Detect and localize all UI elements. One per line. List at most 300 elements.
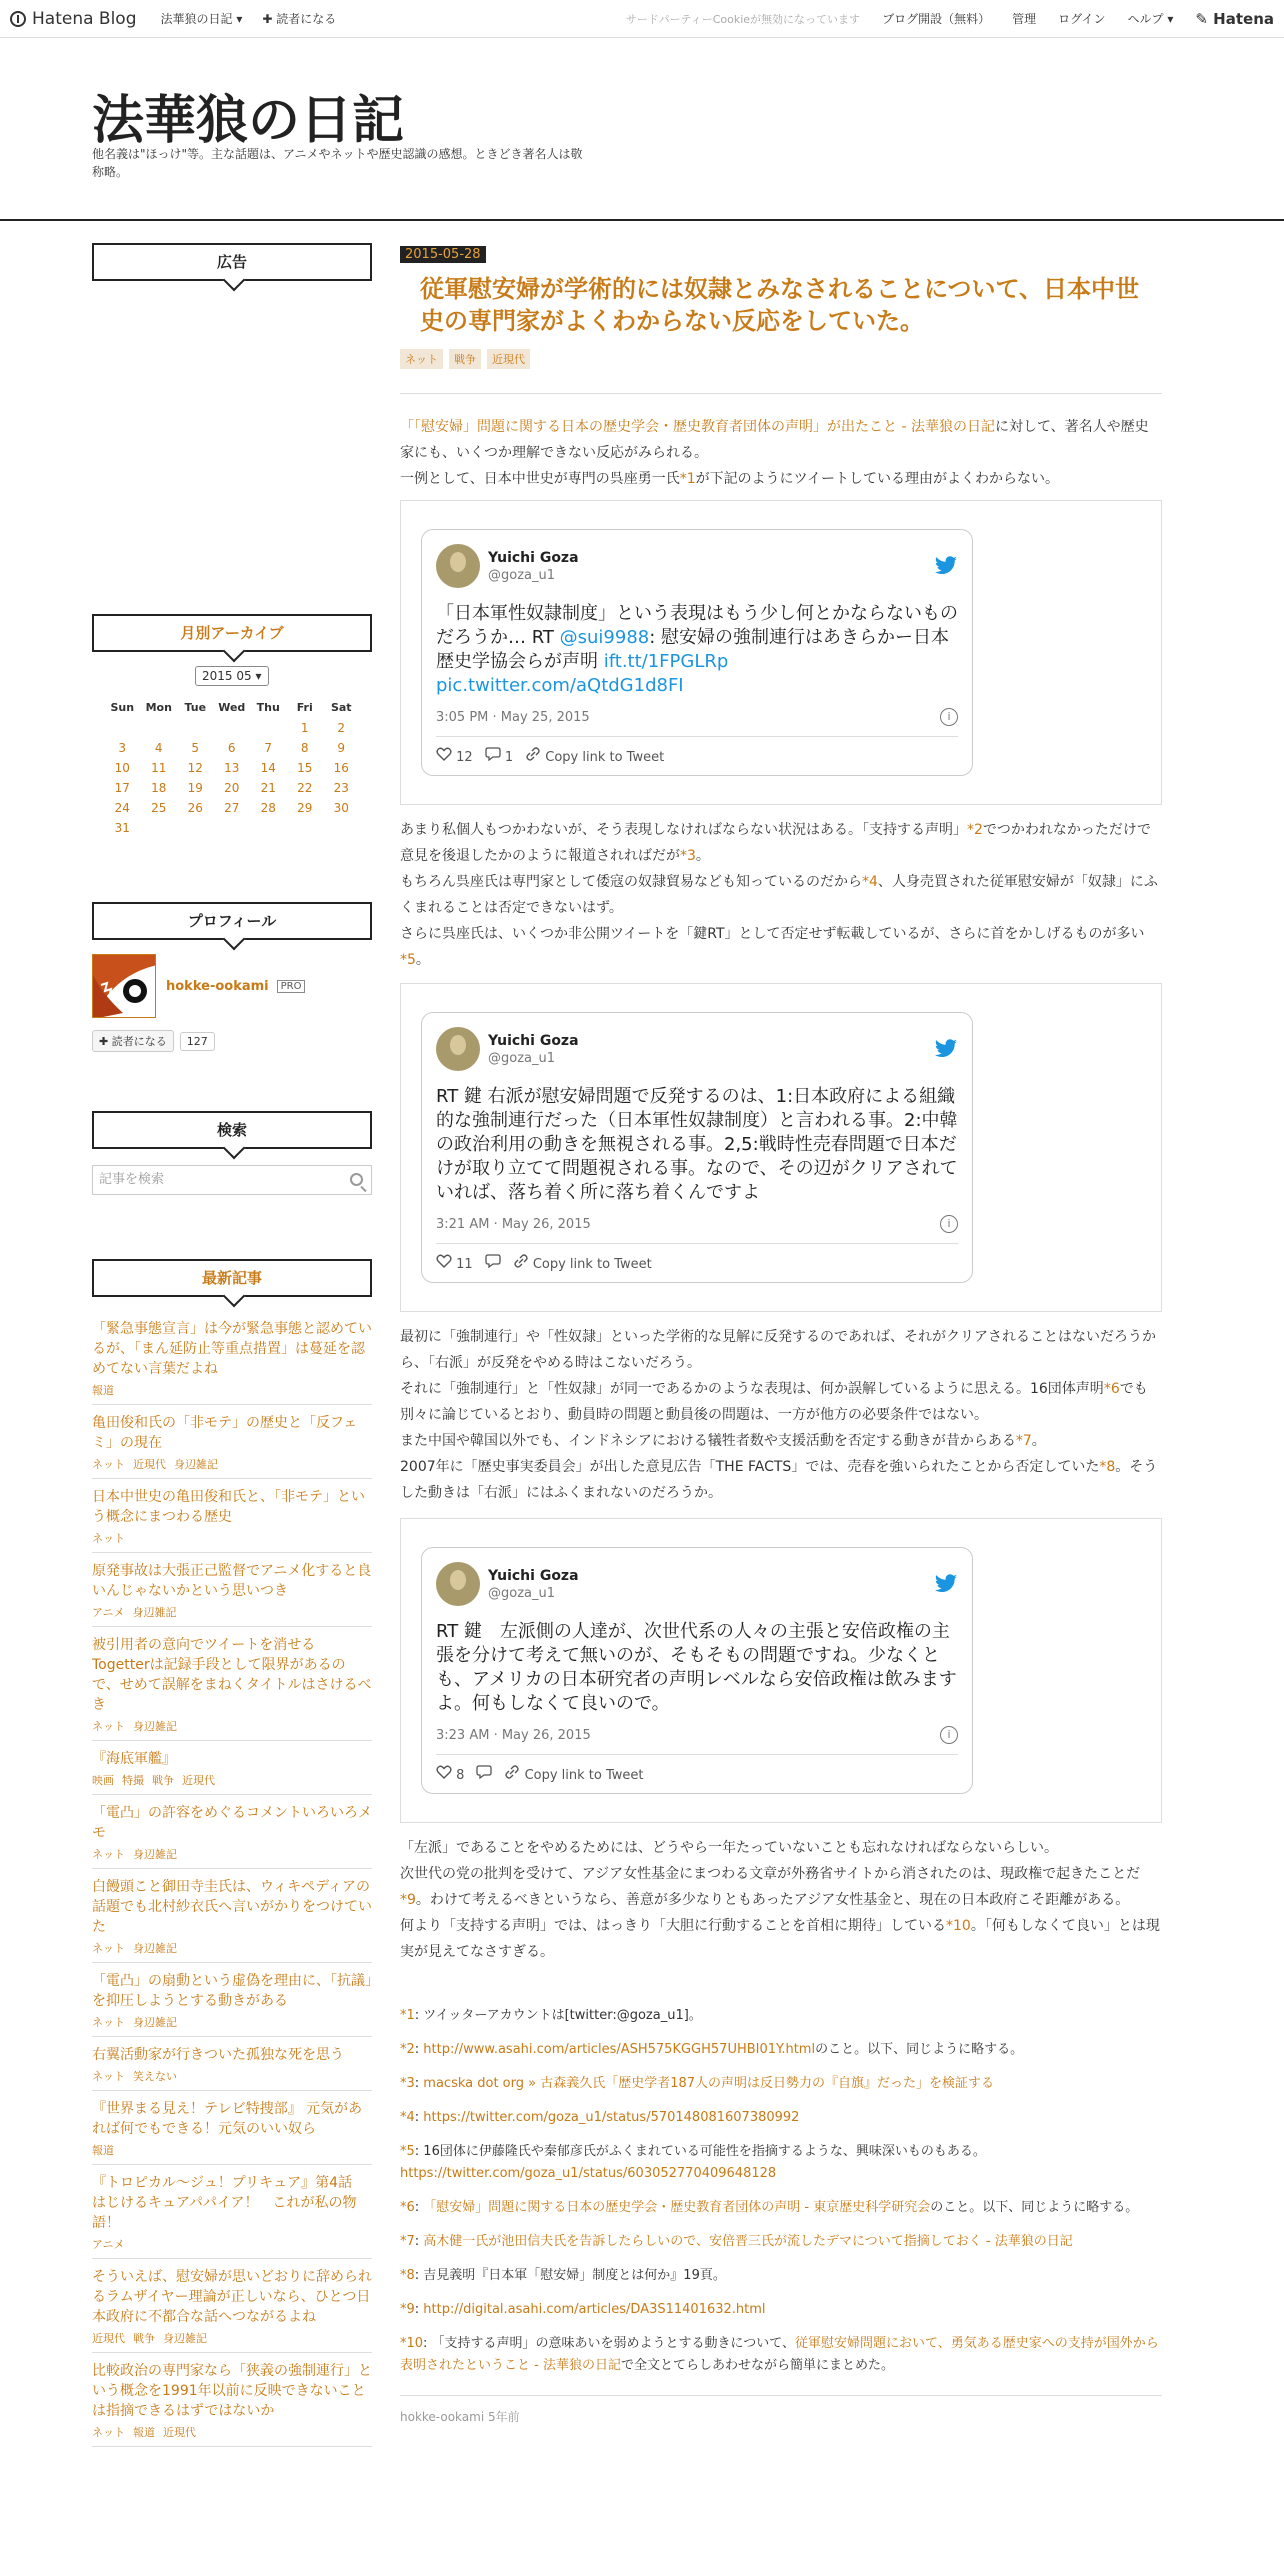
tweet-avatar[interactable] [436, 1562, 480, 1606]
calendar-empty [214, 818, 251, 838]
tweet-text [436, 1620, 958, 1716]
info-icon[interactable]: i [940, 1215, 958, 1233]
calendar-empty [287, 818, 324, 838]
weekday-label: Mon [145, 701, 172, 714]
pro-badge: PRO [277, 980, 306, 993]
footnote [400, 2073, 1162, 2095]
link-icon [504, 1765, 520, 1779]
category-link[interactable]: ネット [92, 1942, 125, 1955]
category-link[interactable]: ネット [92, 2070, 125, 2083]
paragraph-line [400, 1454, 1162, 1506]
category-link[interactable]: 近現代 [182, 1774, 215, 1787]
tweet-timestamp[interactable]: 3:21 AM · May 26, 2015 [436, 1216, 591, 1232]
tweet-embed-container [400, 500, 1162, 805]
tweet-text [436, 1085, 958, 1205]
tweet-author-handle[interactable]: @goza_u1 [488, 1050, 556, 1066]
footnote-text: : ツイッターアカウントは[twitter:@goza_u1]。 [414, 2008, 702, 2023]
paragraph-line [400, 1324, 1162, 1376]
footnote-text: : 「支持する声明」の意味あいを弱めようとする動きについて、 [423, 2336, 796, 2351]
calendar-day[interactable]: 30 [333, 801, 349, 815]
calendar-day[interactable]: 26 [187, 801, 203, 815]
paragraph-text: さらに呉座氏は、いくつか非公開ツイートを「鍵RT」として否定せず転載しているが、さらに首をかしげるものが多い [400, 926, 1145, 942]
paragraph-line [400, 1835, 1162, 1861]
footnote-ref[interactable]: *4 [862, 874, 878, 890]
tweet-link[interactable]: ift.tt/1FPGLRp [603, 651, 729, 672]
calendar-day[interactable]: 4 [154, 741, 163, 755]
copy-link-label: Copy link to Tweet [532, 1257, 652, 1272]
calendar-day[interactable]: 21 [260, 781, 276, 795]
like-action[interactable] [436, 747, 473, 765]
footnote-ref[interactable]: *5 [400, 952, 416, 968]
category-link[interactable]: 報道 [92, 1384, 114, 1397]
footnote-ref[interactable]: *2 [967, 822, 983, 838]
recent-entry-categories [92, 1718, 372, 1734]
recent-entry-title[interactable]: 『世界まる見え！テレビ特捜部』 元気があれば何でもできる！元気のいい奴ら [92, 2101, 363, 2137]
archive-module [92, 614, 372, 838]
calendar-day[interactable]: 10 [114, 761, 130, 775]
recent-entry-title[interactable]: 日本中世史の亀田俊和氏と、「非モテ」という概念にまつわる歴史 [92, 1489, 365, 1525]
paragraph-text: 。 [695, 848, 710, 864]
footnote-link[interactable]: 「慰安婦」問題に関する日本の歴史学会・歴史教育者団体の声明 - 東京歴史科学研究会 [423, 2200, 931, 2215]
calendar-day[interactable]: 29 [297, 801, 313, 815]
link-icon [513, 1254, 529, 1268]
paragraph-text: 。わけて考えるべきというなら、善意が多少なりともあったアジア女性基金と、現在の日本政府こそ距離がある。 [415, 1892, 1130, 1908]
calendar-week [104, 818, 360, 838]
paragraph-line [400, 817, 1162, 869]
tweet-meta [436, 1726, 958, 1755]
category-link[interactable]: 報道 [92, 2144, 114, 2157]
ad-module [92, 243, 372, 281]
recent-entry-title[interactable]: 右翼活動家が行きついた孤独な死を思う [92, 2047, 344, 2063]
footnote-link[interactable]: 従軍慰安婦問題において、勇気ある歴史家への支持が国外から表明されたということ - 法華狼の日記 [400, 2336, 1159, 2373]
footnote-text: : [414, 2234, 424, 2249]
paragraph-line [400, 1376, 1162, 1428]
admin-link[interactable]: 管理 [1012, 12, 1037, 26]
archive-heading[interactable]: 月別アーカイブ [92, 614, 372, 652]
footnote-link[interactable]: 高木健一氏が池田信夫氏を告訴したらしいので、安倍晋三氏が流したデマについて指摘しておく - 法華狼の日記 [423, 2234, 1073, 2249]
recent-entry-categories [92, 2068, 372, 2084]
calendar-week [104, 778, 360, 798]
recent-entry-categories [92, 1456, 372, 1472]
weekday-label: Fri [296, 701, 313, 714]
recent-entry [92, 1627, 372, 1741]
category-tag[interactable]: ネット [400, 349, 443, 369]
paragraph-text: それに「強制連行」と「性奴隷」が同一であるかのような表現は、何か誤解しているように思える。16団体声明 [400, 1381, 1104, 1397]
twitter-bird-icon[interactable] [934, 1574, 958, 1594]
footnote-text: : [414, 2200, 424, 2215]
login-link[interactable]: ログイン [1058, 12, 1106, 26]
recent-entry-categories [92, 2330, 372, 2346]
category-link[interactable]: ネット [92, 1532, 125, 1545]
recent-module [92, 1259, 372, 2447]
calendar-day[interactable]: 13 [224, 761, 240, 775]
recent-entry [92, 1479, 372, 1553]
recent-entry [92, 1869, 372, 1963]
follow-button[interactable]: ✚ 読者になる [92, 1030, 174, 1052]
main-article [400, 243, 1162, 2425]
tweet-author[interactable] [488, 550, 579, 583]
calendar-day[interactable]: 12 [187, 761, 203, 775]
footnote [400, 2141, 1162, 2185]
footnote [400, 2333, 1162, 2377]
calendar-week [104, 738, 360, 758]
recent-entry-title[interactable]: 亀田俊和氏の「非モテ」の歴史と「反フェミ」の現在 [92, 1415, 358, 1451]
recent-entry-categories [92, 1382, 372, 1398]
paragraph-line [400, 1861, 1162, 1913]
subscribe-menu[interactable]: ✚ 読者になる [262, 12, 337, 26]
calendar-day[interactable]: 20 [224, 781, 240, 795]
category-link[interactable]: 報道 [133, 2426, 155, 2439]
twitter-bird-icon[interactable] [934, 556, 958, 576]
calendar-week [104, 798, 360, 818]
tweet-meta [436, 1215, 958, 1244]
calendar-day[interactable]: 25 [151, 801, 167, 815]
reply-icon [485, 747, 501, 761]
category-link[interactable]: 身辺雑記 [133, 1942, 177, 1955]
footnote-key[interactable]: *6 [400, 2200, 415, 2215]
paragraph-line [400, 869, 1162, 921]
heart-icon [436, 1254, 452, 1268]
recent-entry-categories [92, 2014, 372, 2030]
search-module [92, 1111, 372, 1195]
link-icon [525, 747, 541, 761]
footnote-ref[interactable]: *3 [680, 848, 696, 864]
calendar-day[interactable]: 14 [260, 761, 276, 775]
footnote-link[interactable]: https://twitter.com/goza_u1/status/603052770409648128 [400, 2166, 777, 2181]
recent-entry-title[interactable]: 原発事故は大張正己監督でアニメ化すると良いんじゃないかという思いつき [92, 1563, 372, 1599]
paragraph-text: 最初に「強制連行」や「性奴隷」といった学術的な見解に反発するのであれば、それがクリアされることはないだろうから、「右派」が反発をやめる時はこないだろう。 [400, 1329, 1156, 1371]
calendar-day[interactable]: 9 [337, 741, 346, 755]
blog-title[interactable]: 法華狼の日記 [92, 91, 405, 151]
archive-month-select[interactable]: 2015 05 ▾ [195, 666, 269, 686]
tweet-text-part: RT 鍵 左派側の人達が、次世代系の人々の主張と安倍政権の主張を分けて考えて無いのが、そもそもの問題ですね。少なくとも、アメリカの日本研究者の声明レベルなら安倍政権は飲みますよ。何もしなくて良いので。 [436, 1621, 957, 1714]
calendar-day[interactable]: 1 [300, 721, 309, 735]
category-link[interactable]: ネット [92, 1848, 125, 1861]
footnote-key[interactable]: *2 [400, 2042, 415, 2057]
paragraph-4 [400, 1835, 1162, 1965]
help-menu[interactable]: ヘルプ ▾ [1127, 12, 1174, 26]
post-categories [400, 349, 1162, 369]
category-link[interactable]: ネット [92, 1720, 125, 1733]
reply-icon [476, 1765, 492, 1779]
footnote [400, 2197, 1162, 2219]
category-link[interactable]: 身辺雑記 [163, 2332, 207, 2345]
embedded-tweet[interactable] [421, 1012, 973, 1283]
category-link[interactable]: 笑えない [133, 2070, 177, 2083]
calendar-day[interactable]: 15 [297, 761, 313, 775]
footnote-key[interactable]: *5 [400, 2144, 415, 2159]
tweet-meta [436, 708, 958, 737]
calendar-empty [104, 718, 141, 738]
reply-action[interactable] [485, 747, 513, 765]
recent-entry-categories [92, 1604, 372, 1620]
calendar-empty [141, 718, 178, 738]
category-link[interactable]: 戦争 [133, 2332, 155, 2345]
footnote-key[interactable]: *4 [400, 2110, 415, 2125]
weekday-label: Sun [110, 701, 135, 714]
tweet-header [436, 1027, 958, 1071]
like-action[interactable] [436, 1254, 473, 1272]
footnote-key[interactable]: *7 [400, 2234, 415, 2249]
calendar-day[interactable]: 24 [114, 801, 130, 815]
recent-entry-categories [92, 1940, 372, 1956]
reply-action[interactable] [476, 1765, 492, 1783]
tweet-media-link[interactable]: pic.twitter.com/aQtdG1d8FI [436, 675, 684, 696]
calendar-day[interactable]: 11 [151, 761, 167, 775]
weekday-label: Tue [184, 701, 207, 714]
calendar-day[interactable]: 22 [297, 781, 313, 795]
like-count: 11 [456, 1257, 473, 1272]
calendar-day[interactable]: 16 [333, 761, 349, 775]
recent-entry-title[interactable]: 「電凸」の許容をめぐるコメントいろいろメモ [92, 1805, 372, 1841]
footnote-ref[interactable]: *8 [1099, 1459, 1116, 1475]
paragraph-text: 何より「支持する声明」では、はっきり「大胆に行動することを首相に期待」している [400, 1918, 946, 1934]
info-icon[interactable]: i [940, 1726, 958, 1744]
footnote-key[interactable]: *9 [400, 2302, 415, 2317]
twitter-bird-icon[interactable] [934, 1039, 958, 1059]
recent-entry-title[interactable]: そういえば、慰安婦が思いどおりに辞められるラムザイヤー理論が正しいなら、ひとつ日本政府に不都合な話へつながるよね [92, 2269, 372, 2325]
tweet-text-part: 「日本軍性奴隷制度」という表現はもう少し何とかならないものだろうか… RT [436, 603, 958, 648]
footnote [400, 2231, 1162, 2253]
paragraph-text: 。 [415, 952, 430, 968]
recent-entry-title[interactable]: 比較政治の専門家なら「狭義の強制連行」という概念を1991年以前に反映できないことは指摘できるはずではないか [92, 2363, 372, 2419]
footnote-link[interactable]: https://twitter.com/goza_u1/status/570148081607380992 [423, 2110, 800, 2125]
tweet-embed-container [400, 1518, 1162, 1823]
category-link[interactable]: 近現代 [133, 1458, 166, 1471]
calendar-day[interactable]: 19 [187, 781, 203, 795]
weekday-label: Sat [330, 701, 352, 714]
tweet-text [436, 602, 958, 698]
recent-entry-title[interactable]: 被引用者の意向でツイートを消せるTogetterは記録手段として限界があるので、せめて誤解をまねくタイトルはさけるべき [92, 1637, 372, 1713]
footnote-ref[interactable]: *10 [946, 1918, 971, 1934]
search-icon[interactable] [350, 1173, 363, 1186]
calendar-day[interactable]: 8 [300, 741, 309, 755]
footnote-key[interactable]: *3 [400, 2076, 415, 2091]
footnote [400, 2039, 1162, 2061]
category-tag[interactable]: 近現代 [487, 349, 530, 369]
weekday-label: Thu [256, 701, 280, 714]
tweet-mention-link[interactable]: @sui9988 [559, 627, 650, 648]
copy-link-action[interactable] [525, 747, 664, 765]
recent-entry [92, 1963, 372, 2037]
footnote-ref[interactable]: *1 [679, 471, 696, 487]
calendar-day[interactable]: 18 [151, 781, 167, 795]
recent-entry [92, 1795, 372, 1869]
footnote-text: で全文とてらしあわせながら簡単にまとめた。 [620, 2358, 894, 2373]
footnote-link[interactable]: http://digital.asahi.com/articles/DA3S11401632.html [423, 2302, 766, 2317]
recent-entry-categories [92, 1772, 372, 1788]
footnote-key[interactable]: *8 [400, 2268, 415, 2283]
category-link[interactable]: 身辺雑記 [133, 2016, 177, 2029]
diary-menu[interactable]: 法華狼の日記 ▾ [160, 12, 243, 26]
blog-description: 他名義は"ほっけ"等。主な話題は、アニメやネットや歴史認識の感想。ときどき著名人は敬称略。 [92, 147, 583, 179]
paragraph-text: でも別々に論じているとおり、動員時の問題と動員後の問題は、一方が他方の必要条件ではない。 [400, 1381, 1148, 1423]
search-heading: 検索 [92, 1111, 372, 1149]
post-date[interactable]: 2015-05-28 [400, 246, 486, 263]
calendar-day[interactable]: 27 [224, 801, 240, 815]
global-header [0, 0, 1284, 38]
recent-entry-categories [92, 2236, 372, 2252]
tweet-author[interactable] [488, 1568, 579, 1601]
calendar-empty [250, 718, 287, 738]
category-link[interactable]: ネット [92, 2426, 125, 2439]
footnote-text: : 16団体に伊藤隆氏や秦郁彦氏がふくまれている可能性を指摘するような、興味深いものもある。 [414, 2144, 986, 2159]
footnote-text: のこと。以下、同じように略する。 [815, 2042, 1024, 2057]
footnote [400, 2299, 1162, 2321]
recent-entry [92, 2165, 372, 2259]
category-link[interactable]: アニメ [92, 1606, 125, 1619]
footnote-text: : [414, 2110, 424, 2125]
tweet-author-handle[interactable]: @goza_u1 [488, 1585, 556, 1601]
recent-entry-categories [92, 2142, 372, 2158]
category-link[interactable]: 近現代 [163, 2426, 196, 2439]
embedded-tweet[interactable] [421, 529, 973, 776]
calendar-day[interactable]: 2 [337, 721, 346, 735]
recent-entry-title[interactable]: 白饅頭こと御田寺圭氏は、ウィキペディアの話題でも北村紗衣氏へ言いがかりをつけていた [92, 1879, 372, 1935]
footnote-link[interactable]: http://www.asahi.com/articles/ASH575KGGH57UHBI01Y.html [423, 2042, 816, 2057]
calendar-empty [323, 818, 360, 838]
copy-link-action[interactable] [504, 1765, 643, 1783]
weekday-label: Wed [218, 701, 246, 714]
calendar-week [104, 718, 360, 738]
post-footer: hokke-ookami 5年前 [400, 2395, 1162, 2425]
category-link[interactable]: 身辺雑記 [174, 1458, 218, 1471]
search-input[interactable]: 記事を検索 [92, 1165, 372, 1195]
category-link[interactable]: 映画 [92, 1774, 114, 1787]
intro-link[interactable]: 「「慰安婦」問題に関する日本の歴史学会・歴史教育者団体の声明」が出たこと - 法華狼の日記 [400, 419, 995, 435]
recent-entry-title[interactable]: 「緊急事態宣言」は今が緊急事態と認めているが、「まん延防止等重点措置」は蔓延を認めてない言葉だよね [92, 1321, 372, 1377]
paragraph-2 [400, 817, 1162, 973]
embedded-tweet[interactable] [421, 1547, 973, 1794]
hatena-small-logo-icon: ✎ [1195, 9, 1208, 28]
copy-link-label: Copy link to Tweet [524, 1768, 644, 1783]
hatena-logo-icon [10, 11, 26, 27]
paragraph-line [400, 1913, 1162, 1965]
category-link[interactable]: ネット [92, 2016, 125, 2029]
profile-avatar[interactable] [92, 954, 156, 1018]
category-link[interactable]: 近現代 [92, 2332, 125, 2345]
hatena-brand-link[interactable]: ✎ Hatena [1195, 9, 1274, 28]
recent-list [92, 1311, 372, 2447]
like-count: 12 [456, 750, 473, 765]
category-link[interactable]: 特撮 [122, 1774, 144, 1787]
heart-icon [436, 747, 452, 761]
calendar-day[interactable]: 17 [114, 781, 130, 795]
ad-heading: 広告 [92, 243, 372, 281]
calendar-weekdays [104, 698, 360, 718]
paragraph-text: 。「何もしなくて良い」とは現実が見えてなさすぎる。 [400, 1918, 1160, 1960]
calendar-day[interactable]: 28 [260, 801, 276, 815]
calendar-day[interactable]: 31 [114, 821, 130, 835]
profile-name[interactable]: hokke-ookami [166, 978, 269, 994]
category-link[interactable]: ネット [92, 1458, 125, 1471]
recent-entry-title[interactable]: 『海底軍艦』 [92, 1751, 176, 1767]
hatena-blog-logo[interactable]: Hatena Blog [10, 9, 137, 29]
calendar-day[interactable]: 3 [118, 741, 127, 755]
category-tag[interactable]: 戦争 [449, 349, 481, 369]
footnote-text: : [414, 2076, 424, 2091]
footnote-text: : 吉見義明『日本軍「慰安婦」制度とは何か』19頁。 [414, 2268, 726, 2283]
footnote-ref[interactable]: *6 [1103, 1381, 1120, 1397]
footnote-ref[interactable]: *9 [400, 1892, 416, 1908]
recent-heading[interactable]: 最新記事 [92, 1259, 372, 1297]
calendar-day[interactable]: 6 [227, 741, 236, 755]
paragraph-text: 次世代の党の批判を受けて、アジア女性基金にまつわる文章が外務省サイトから消されたのは、現政権で起きたことだ [400, 1866, 1141, 1882]
tweet-text-part: RT 鍵 右派が慰安婦問題で反発するのは、1:日本政府による組織的な強制連行だった（日本軍性奴隷制度）と言われる事。2:中韓の政治利用の動きを無視される事。2,5:戦時性売春問題で日本だけが取り立てて問題視される事。なので、その辺がクリアされていれば、落ち着く所に落ち着くんですよ [436, 1086, 958, 1203]
tweet-actions [436, 747, 958, 765]
tweet-text-part: : 慰安婦の強制連行はあきらかー日本歴史学協会らが声明 [436, 627, 950, 672]
tweet-avatar[interactable] [436, 544, 480, 588]
follower-count: 127 [180, 1032, 215, 1051]
tweet-header [436, 544, 958, 588]
footnote [400, 2005, 1162, 2027]
category-link[interactable]: アニメ [92, 2238, 125, 2251]
category-link[interactable]: 身辺雑記 [133, 1848, 177, 1861]
divider [400, 393, 1162, 394]
archive-calendar [104, 698, 360, 838]
category-link[interactable]: 身辺雑記 [132, 1606, 177, 1619]
paragraph-text: もちろん呉座氏は専門家として倭寇の奴隷貿易なども知っているのだから [400, 874, 862, 890]
tweet-actions [436, 1254, 958, 1272]
footnote [400, 2107, 1162, 2129]
calendar-empty [177, 818, 214, 838]
tweet-timestamp[interactable]: 3:23 AM · May 26, 2015 [436, 1727, 591, 1743]
tweet-author-handle[interactable]: @goza_u1 [488, 567, 556, 583]
info-icon[interactable]: i [940, 708, 958, 726]
calendar-day[interactable]: 5 [191, 741, 200, 755]
footnote-text: : [414, 2302, 424, 2317]
open-blog-link[interactable]: ブログ開設（無料） [882, 12, 991, 26]
footnote [400, 2265, 1162, 2287]
calendar-day[interactable]: 7 [264, 741, 273, 755]
post-title[interactable]: 従軍慰安婦が学術的には奴隷とみなされることについて、日本中世史の専門家がよくわからない反応をしていた。 [420, 275, 1140, 335]
footnote-ref[interactable]: *7 [1015, 1433, 1032, 1449]
tweet-author-name[interactable]: Yuichi Goza [488, 1032, 579, 1049]
recent-entry [92, 1741, 372, 1795]
footnote-key[interactable]: *1 [400, 2008, 415, 2023]
footnotes [400, 2005, 1162, 2377]
footnote-link[interactable]: macska dot org » 古森義久氏「歴史学者187人の声明は反日勢力の『自旗』だった」を検証する [423, 2076, 995, 2091]
footnote-key[interactable]: *10 [400, 2336, 424, 2351]
tweet-author[interactable] [488, 1033, 579, 1066]
tweet-actions [436, 1765, 958, 1783]
recent-entry [92, 1553, 372, 1627]
reply-icon [485, 1254, 501, 1268]
recent-entry-categories [92, 1530, 372, 1546]
heart-icon [436, 1765, 452, 1779]
tweet-author-name[interactable]: Yuichi Goza [488, 1567, 579, 1584]
copy-link-action[interactable] [513, 1254, 652, 1272]
category-link[interactable]: 戦争 [152, 1774, 174, 1787]
recent-entry-title[interactable]: 「電凸」の扇動という虚偽を理由に、「抗議」を抑圧しようとする動きがある [92, 1973, 372, 2009]
reply-action[interactable] [485, 1254, 501, 1272]
like-action[interactable] [436, 1765, 464, 1783]
paragraph-text: あまり私個人もつかわないが、そう表現しなければならない状況はある。「支持する声明」 [400, 822, 967, 838]
calendar-day[interactable]: 23 [333, 781, 349, 795]
calendar-empty [214, 718, 251, 738]
tweet-timestamp[interactable]: 3:05 PM · May 25, 2015 [436, 709, 590, 725]
paragraph-line [400, 921, 1162, 973]
recent-entry-title[interactable]: 『トロピカル～ジュ！プリキュア』第4話 はじけるキュアパパイア！ これが私の物語！ [92, 2175, 367, 2231]
tweet-author-name[interactable]: Yuichi Goza [488, 549, 579, 566]
recent-entry-categories [92, 1846, 372, 1862]
tweet-avatar[interactable] [436, 1027, 480, 1071]
profile-heading: プロフィール [92, 902, 372, 940]
paragraph-text: 2007年に「歴史事実委員会」が出した意見広告「THE FACTS」では、売春を強いられたことから否定していた [400, 1459, 1100, 1475]
blog-header [0, 38, 1284, 221]
category-link[interactable]: 身辺雑記 [133, 1720, 177, 1733]
recent-entry-categories [92, 2424, 372, 2440]
